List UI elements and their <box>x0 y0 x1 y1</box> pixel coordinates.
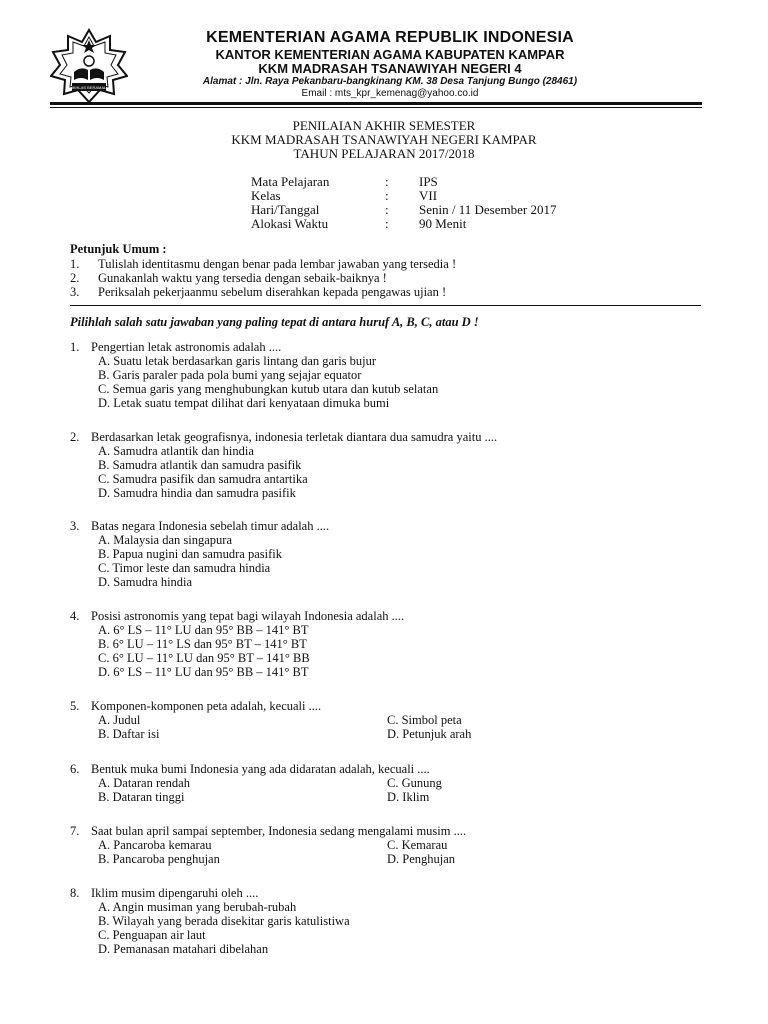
info-value: VII <box>419 188 438 203</box>
question-text: Posisi astronomis yang tepat bagi wilayah Indonesia adalah .... <box>91 609 405 623</box>
answer-option: D. 6° LS – 11° LU dan 95° BB – 141° BT <box>98 665 309 679</box>
question-text: Iklim musim dipengaruhi oleh .... <box>91 886 259 900</box>
letterhead-ministry: KEMENTERIAN AGAMA REPUBLIK INDONESIA <box>206 29 574 46</box>
answer-option: A. Dataran rendah <box>98 776 190 790</box>
question-text: Komponen-komponen peta adalah, kecuali .... <box>91 699 322 713</box>
answer-option: B. Wilayah yang berada disekitar garis katulistiwa <box>98 914 350 928</box>
letterhead-address: Alamat : Jln. Raya Pekanbaru-bangkinang KM. 38 Desa Tanjung Bungo (28461) <box>202 76 578 87</box>
answer-option: A. 6° LS – 11° LU dan 95° BB – 141° BT <box>98 623 309 637</box>
answer-option: A. Pancaroba kemarau <box>98 838 212 852</box>
info-label: Hari/Tanggal <box>251 202 320 217</box>
instruction-text: Tulislah identitasmu dengan benar pada lembar jawaban yang tersedia ! <box>98 257 457 271</box>
question-number: 4. <box>70 609 80 623</box>
letterhead-email: Email : mts_kpr_kemenag@yahoo.co.id <box>301 88 479 99</box>
question-number: 2. <box>70 430 80 444</box>
answer-option: C. Kemarau <box>387 838 448 852</box>
svg-text:IKHLAS BERAMAL: IKHLAS BERAMAL <box>71 85 107 90</box>
header-rule-thick <box>50 102 702 105</box>
instruction-num: 3. <box>70 285 80 299</box>
instructions-heading: Petunjuk Umum : <box>70 242 167 256</box>
question-number: 7. <box>70 824 80 838</box>
question-text: Bentuk muka bumi Indonesia yang ada didaratan adalah, kecuali .... <box>91 762 430 776</box>
answer-option: D. Petunjuk arah <box>387 727 472 741</box>
info-colon: : <box>385 216 389 231</box>
question-text: Batas negara Indonesia sebelah timur adalah .... <box>91 519 330 533</box>
letterhead-school: KKM MADRASAH TSANAWIYAH NEGERI 4 <box>258 61 522 76</box>
answer-option: C. Simbol peta <box>387 713 462 727</box>
answer-option: D. Pemanasan matahari dibelahan <box>98 942 269 956</box>
answer-option: B. Dataran tinggi <box>98 790 185 804</box>
answer-option: D. Samudra hindia dan samudra pasifik <box>98 486 296 500</box>
info-value: Senin / 11 Desember 2017 <box>419 202 557 217</box>
instruction-text: Periksalah pekerjaanmu sebelum diserahkan kepada pengawas ujian ! <box>98 285 447 299</box>
question-text: Pengertian letak astronomis adalah .... <box>91 340 282 354</box>
instruction-text: Gunakanlah waktu yang tersedia dengan sebaik-baiknya ! <box>98 271 387 285</box>
header-rule-thin <box>50 107 702 108</box>
letterhead-office: KANTOR KEMENTERIAN AGAMA KABUPATEN KAMPAR <box>215 47 565 62</box>
section-divider <box>70 305 701 306</box>
answer-option: B. 6° LU – 11° LS dan 95° BT – 141° BT <box>98 637 307 651</box>
info-colon: : <box>385 174 389 189</box>
answer-option: B. Pancaroba penghujan <box>98 852 220 866</box>
info-colon: : <box>385 202 389 217</box>
info-value: 90 Menit <box>419 216 467 231</box>
kemenag-logo <box>50 28 128 104</box>
answer-option: A. Suatu letak berdasarkan garis lintang dan garis bujur <box>98 354 377 368</box>
question-number: 3. <box>70 519 80 533</box>
info-colon: : <box>385 188 389 203</box>
exam-year: TAHUN PELAJARAN 2017/2018 <box>293 146 475 161</box>
answer-option: A. Angin musiman yang berubah-rubah <box>98 900 297 914</box>
answer-directive: Pilihlah salah satu jawaban yang paling tepat di antara huruf A, B, C, atau D ! <box>70 315 479 329</box>
answer-option: C. Gunung <box>387 776 442 790</box>
instruction-num: 2. <box>70 271 80 285</box>
answer-option: B. Daftar isi <box>98 727 160 741</box>
instruction-num: 1. <box>70 257 80 271</box>
answer-option: C. Semua garis yang menghubungkan kutub utara dan kutub selatan <box>98 382 439 396</box>
info-value: IPS <box>419 174 438 189</box>
answer-option: C. 6° LU – 11° LU dan 95° BT – 141° BB <box>98 651 310 665</box>
question-text: Saat bulan april sampai september, Indonesia sedang mengalami musim .... <box>91 824 467 838</box>
answer-option: D. Letak suatu tempat dilihat dari kenyataan dimuka bumi <box>98 396 390 410</box>
info-label: Mata Pelajaran <box>251 174 330 189</box>
answer-option: C. Penguapan air laut <box>98 928 206 942</box>
answer-option: C. Samudra pasifik dan samudra antartika <box>98 472 308 486</box>
info-label: Alokasi Waktu <box>251 216 329 231</box>
answer-option: B. Samudra atlantik dan samudra pasifik <box>98 458 302 472</box>
answer-option: D. Iklim <box>387 790 430 804</box>
answer-option: C. Timor leste dan samudra hindia <box>98 561 271 575</box>
exam-title: PENILAIAN AKHIR SEMESTER <box>292 118 476 133</box>
info-label: Kelas <box>251 188 281 203</box>
question-text: Berdasarkan letak geografisnya, indonesia terletak diantara dua samudra yaitu .... <box>91 430 498 444</box>
answer-option: B. Garis paraler pada pola bumi yang sejajar equator <box>98 368 362 382</box>
answer-option: A. Judul <box>98 713 141 727</box>
answer-option: A. Samudra atlantik dan hindia <box>98 444 254 458</box>
answer-option: D. Samudra hindia <box>98 575 193 589</box>
question-number: 5. <box>70 699 80 713</box>
question-number: 1. <box>70 340 80 354</box>
answer-option: B. Papua nugini dan samudra pasifik <box>98 547 282 561</box>
question-number: 8. <box>70 886 80 900</box>
answer-option: A. Malaysia dan singapura <box>98 533 232 547</box>
answer-option: D. Penghujan <box>387 852 456 866</box>
exam-organizer: KKM MADRASAH TSANAWIYAH NEGERI KAMPAR <box>231 132 537 147</box>
question-number: 6. <box>70 762 80 776</box>
